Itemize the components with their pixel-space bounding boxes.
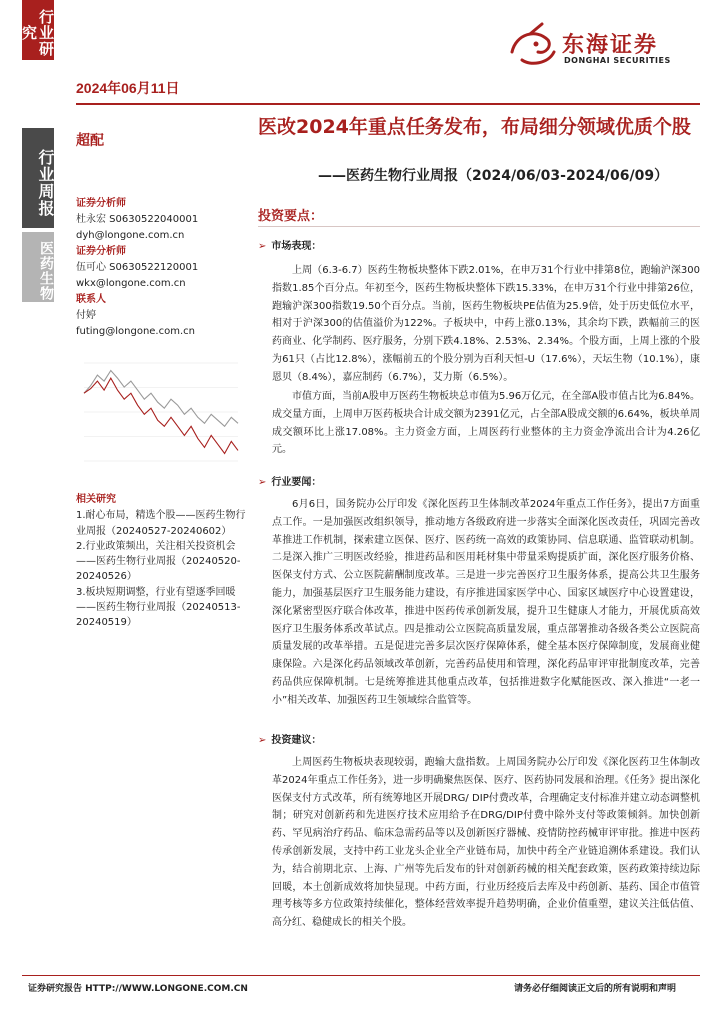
related-research [76,492,248,631]
analyst-email: dyh@longone.com.cn [76,230,185,241]
sidebar-tab-sector: 医药生物 [22,232,54,302]
key-points-heading: 投资要点： [258,209,324,224]
bullet-news: ➢ 行业要闻： [258,473,321,488]
logo-subtitle: DONGHAI SECURITIES [564,56,671,65]
key-points-divider [258,226,700,227]
analyst-email: wkx@longone.com.cn [76,278,186,289]
contact-label: 联系人 [76,294,106,305]
analyst-label: 证券分析师 [76,246,126,257]
bullet-market: ➢ 市场表现： [258,237,321,252]
paragraph-market-cap: 市值方面，当前A股申万医药生物板块总市值为5.96万亿元，在全部A股市值占比为6.84%。成交量方面，上周申万医药板块合计成交额为2391亿元，占全部A股成交额的6.64%，板块单周成交额环比上涨17.08%。主力资金方面，上周医药行业整体的主力资金净流出合计为4.26亿元。 [272,391,700,456]
sidebar-tab-weekly: 行业周报 [22,128,54,228]
report-date: 2024年06月11日 [76,80,180,96]
paragraph-news: 6月6日，国务院办公厅印发《深化医药卫生体制改革2024年重点工作任务》，提出7方面重点工作。一是加强医改组织领导，推动地方各级政府进一步落实全面深化医改责任，巩固完善改革推进工作机制，探索建立医保、医疗、医药统一高效的政策协同、信息联通、监管联动机制。二是深入推广三明医改经验，推进药品和医用耗材集中带量采购提质扩面，深化医疗服务价格、医保支付方式、公立医院薪酬制度改革。三是进一步完善医疗卫生服务体系，提高公共卫生服务能力，加强基层医疗卫生服务能力建设，有序推进国家医学中心、国家区域医疗中心设置建设，深化紧密型医疗联合体改革，推进中医药传承创新发展，提升卫生健康人才能力，开展优质高效医疗卫生服务体系改革试点。四是推动公立医院高质量发展，重点部署推动各级各类公立医院高质量发展的改革举措。五是促进完善多层次医疗保障体系，健全基本医疗保障制度，发展商业健康保险。六是深化药品领域改革创新，完善药品使用和管理，深化药品审评审批制度改革，完善药品供应保障机制。七是统筹推进其他重点改革，包括推进数字化赋能医改、深入推进“一老一小”相关改革、加强医药卫生领域综合监管等。 [272,499,700,706]
logo-name: 东海证券 [562,33,659,58]
analyst-name: 伍可心 S0630522120001 [76,262,199,273]
header-divider [76,103,700,105]
contact-email: futing@longone.com.cn [76,326,195,337]
related-item: 3.板块短期调整，行业有望逐季回暖——医药生物行业周报（20240513-20240519） [76,586,241,629]
report-title: 医改2024年重点任务发布，布局细分领域优质个股 [258,116,691,138]
paragraph-market: 上周（6.3-6.7）医药生物板块整体下跌2.01%，在申万31个行业中排第8位，跑输沪深300指数1.85个百分点。年初至今，医药生物板块整体下跌15.33%，在申万31个行业中排第26位，跑输沪深300指数19.50个百分点。当前，医药生物板块PE估值为25.9倍，处于历史低位水平，相对于沪深300的估值溢价为122%。子板块中，中药上涨0.13%，其余均下跌，跌幅前三的医药商业、化学制药、医疗服务，分别下跌4.18%、2.53%、2.34%。个股方面，上周上涨的个股为61只（占比12.8%），涨幅前五的个股分别为百利天恒-U（17.6%），天坛生物（10.1%），康恩贝（8.4%），嘉应制药（6.7%），艾力斯（6.5%）。 [272,265,700,383]
footer-divider [22,975,700,976]
related-label: 相关研究 [76,494,116,505]
rating-label: 超配 [76,133,104,149]
chart-series-line-1 [84,371,238,427]
chart-series-line-2 [84,378,238,453]
contact-name: 付婷 [76,310,96,321]
analyst-info [76,196,246,340]
performance-chart [76,355,246,475]
analyst-label: 证券分析师 [76,198,126,209]
related-item: 2.行业政策频出，关注相关投资机会——医药生物行业周报（20240520-20240526） [76,540,241,583]
sidebar-tab-research: 行业研究 [22,0,54,60]
footer-website: 证券研究报告 HTTP://WWW.LONGONE.COM.CN [28,984,248,994]
bullet-advice: ➢ 投资建议： [258,731,321,746]
analyst-name: 杜永宏 S0630522040001 [76,214,199,225]
footer-disclaimer: 请务必仔细阅读正文后的所有说明和声明 [514,984,677,994]
paragraph-advice: 上周医药生物板块表现较弱，跑输大盘指数。上周国务院办公厅印发《深化医药卫生体制改革2024年重点工作任务》，进一步明确聚焦医保、医疗、医药协同发展和治理。《任务》提出深化医保支付方式改革，所有统筹地区开展DRG/ DIP付费改革，合理确定支付标准并建立动态调整机制；研究对创新药和先进医疗技术应用给予在DRG/DIP付费中除外支付等政策倾斜。加快创新药、罕见病治疗药品、临床急需药品等以及创新医疗器械、疫情防控药械审评审批。推进中医药传承创新发展，支持中药工业龙头企业全产业链布局，加快中药全产业链追溯体系建设。我们认为，结合前期北京、上海、广州等先后发布的针对创新药械的相关配套政策，医药政策持续边际回暖，本土创新成效将加快显现。中药方面，行业历经疫后去库及中药创新、基药、国企市值管理考核等多方位政策持续催化，整体经营效率提升趋势明确，企业价值重塑，建议关注低估值、高分红、稳健成长的相关个股。 [272,757,700,929]
report-subtitle: ——医药生物行业周报（2024/06/03-2024/06/09） [318,168,669,184]
related-item: 1.耐心布局，精选个股——医药生物行业周报（20240527-20240602） [76,510,246,537]
